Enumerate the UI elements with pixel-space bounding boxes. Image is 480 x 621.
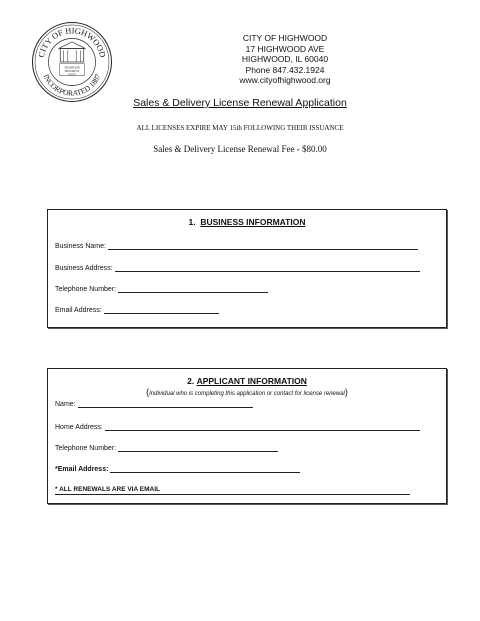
city-website: www.cityofhighwood.org <box>239 75 331 85</box>
fee-line: Sales & Delivery License Renewal Fee - $80.00 <box>153 144 327 154</box>
email-renewal-note: * ALL RENEWALS ARE VIA EMAIL <box>55 486 160 493</box>
city-seal-logo <box>30 20 114 104</box>
section2-heading <box>48 376 446 386</box>
applicant-name-row <box>55 400 253 408</box>
city-state-zip: HIGHWOOD, IL 60040 <box>241 54 329 64</box>
seal-top-text: CITY OF HIGHWOOD <box>36 26 108 59</box>
seal-bottom-text: INCORPORATED 1887 <box>41 72 103 98</box>
svg-text:PROGRESS: PROGRESS <box>64 69 80 74</box>
section2-subtitle: Individual who is completing this application or contact for license renewal <box>149 391 345 397</box>
business-telephone-field[interactable] <box>118 285 268 293</box>
city-name: CITY OF HIGHWOOD <box>242 33 328 43</box>
application-title: Sales & Delivery License Renewal Application <box>133 97 347 109</box>
applicant-email-row <box>55 465 300 473</box>
svg-text:TRADITION: TRADITION <box>64 65 80 70</box>
business-address-row <box>55 264 420 272</box>
city-address-block <box>210 33 360 86</box>
section2-number: 2. <box>187 376 195 386</box>
section1-number: 1. <box>188 217 196 227</box>
applicant-name-label: Name: <box>55 401 76 408</box>
applicant-email-label: *Email Address: <box>55 466 109 473</box>
subtitle-close-paren: ) <box>344 387 348 397</box>
applicant-name-field[interactable] <box>78 400 253 408</box>
business-name-label: Business Name: <box>55 243 106 250</box>
applicant-email-field[interactable] <box>110 465 300 473</box>
city-street: 17 HIGHWOOD AVE <box>245 43 325 54</box>
applicant-home-address-label: Home Address: <box>55 424 103 431</box>
business-email-field[interactable] <box>104 306 219 314</box>
applicant-home-address-row <box>55 423 420 431</box>
applicant-information-section <box>47 368 447 504</box>
section1-heading <box>48 217 446 227</box>
applicant-telephone-row <box>55 444 278 452</box>
svg-text:UNITY: UNITY <box>67 72 77 77</box>
business-email-label: Email Address: <box>55 307 102 314</box>
section1-title: BUSINESS INFORMATION <box>200 217 306 227</box>
business-address-field[interactable] <box>115 264 420 272</box>
expiration-note: ALL LICENSES EXPIRE MAY 15th FOLLOWING THEIR ISSUANCE <box>136 124 344 132</box>
section2-title: APPLICANT INFORMATION <box>196 376 307 386</box>
subtitle-open-paren: ( <box>146 387 150 397</box>
applicant-telephone-field[interactable] <box>118 444 278 452</box>
business-name-field[interactable] <box>108 242 418 250</box>
business-address-label: Business Address: <box>55 265 113 272</box>
business-email-row <box>55 306 219 314</box>
business-information-section <box>47 209 447 328</box>
business-name-row <box>55 242 418 250</box>
applicant-home-address-field[interactable] <box>105 423 420 431</box>
note-underline <box>55 494 410 495</box>
business-telephone-row <box>55 285 268 293</box>
business-telephone-label: Telephone Number: <box>55 286 117 293</box>
section2-subtitle-row <box>48 387 446 397</box>
city-phone: Phone 847.432.1924 <box>245 64 325 75</box>
applicant-telephone-label: Telephone Number: <box>55 445 117 452</box>
